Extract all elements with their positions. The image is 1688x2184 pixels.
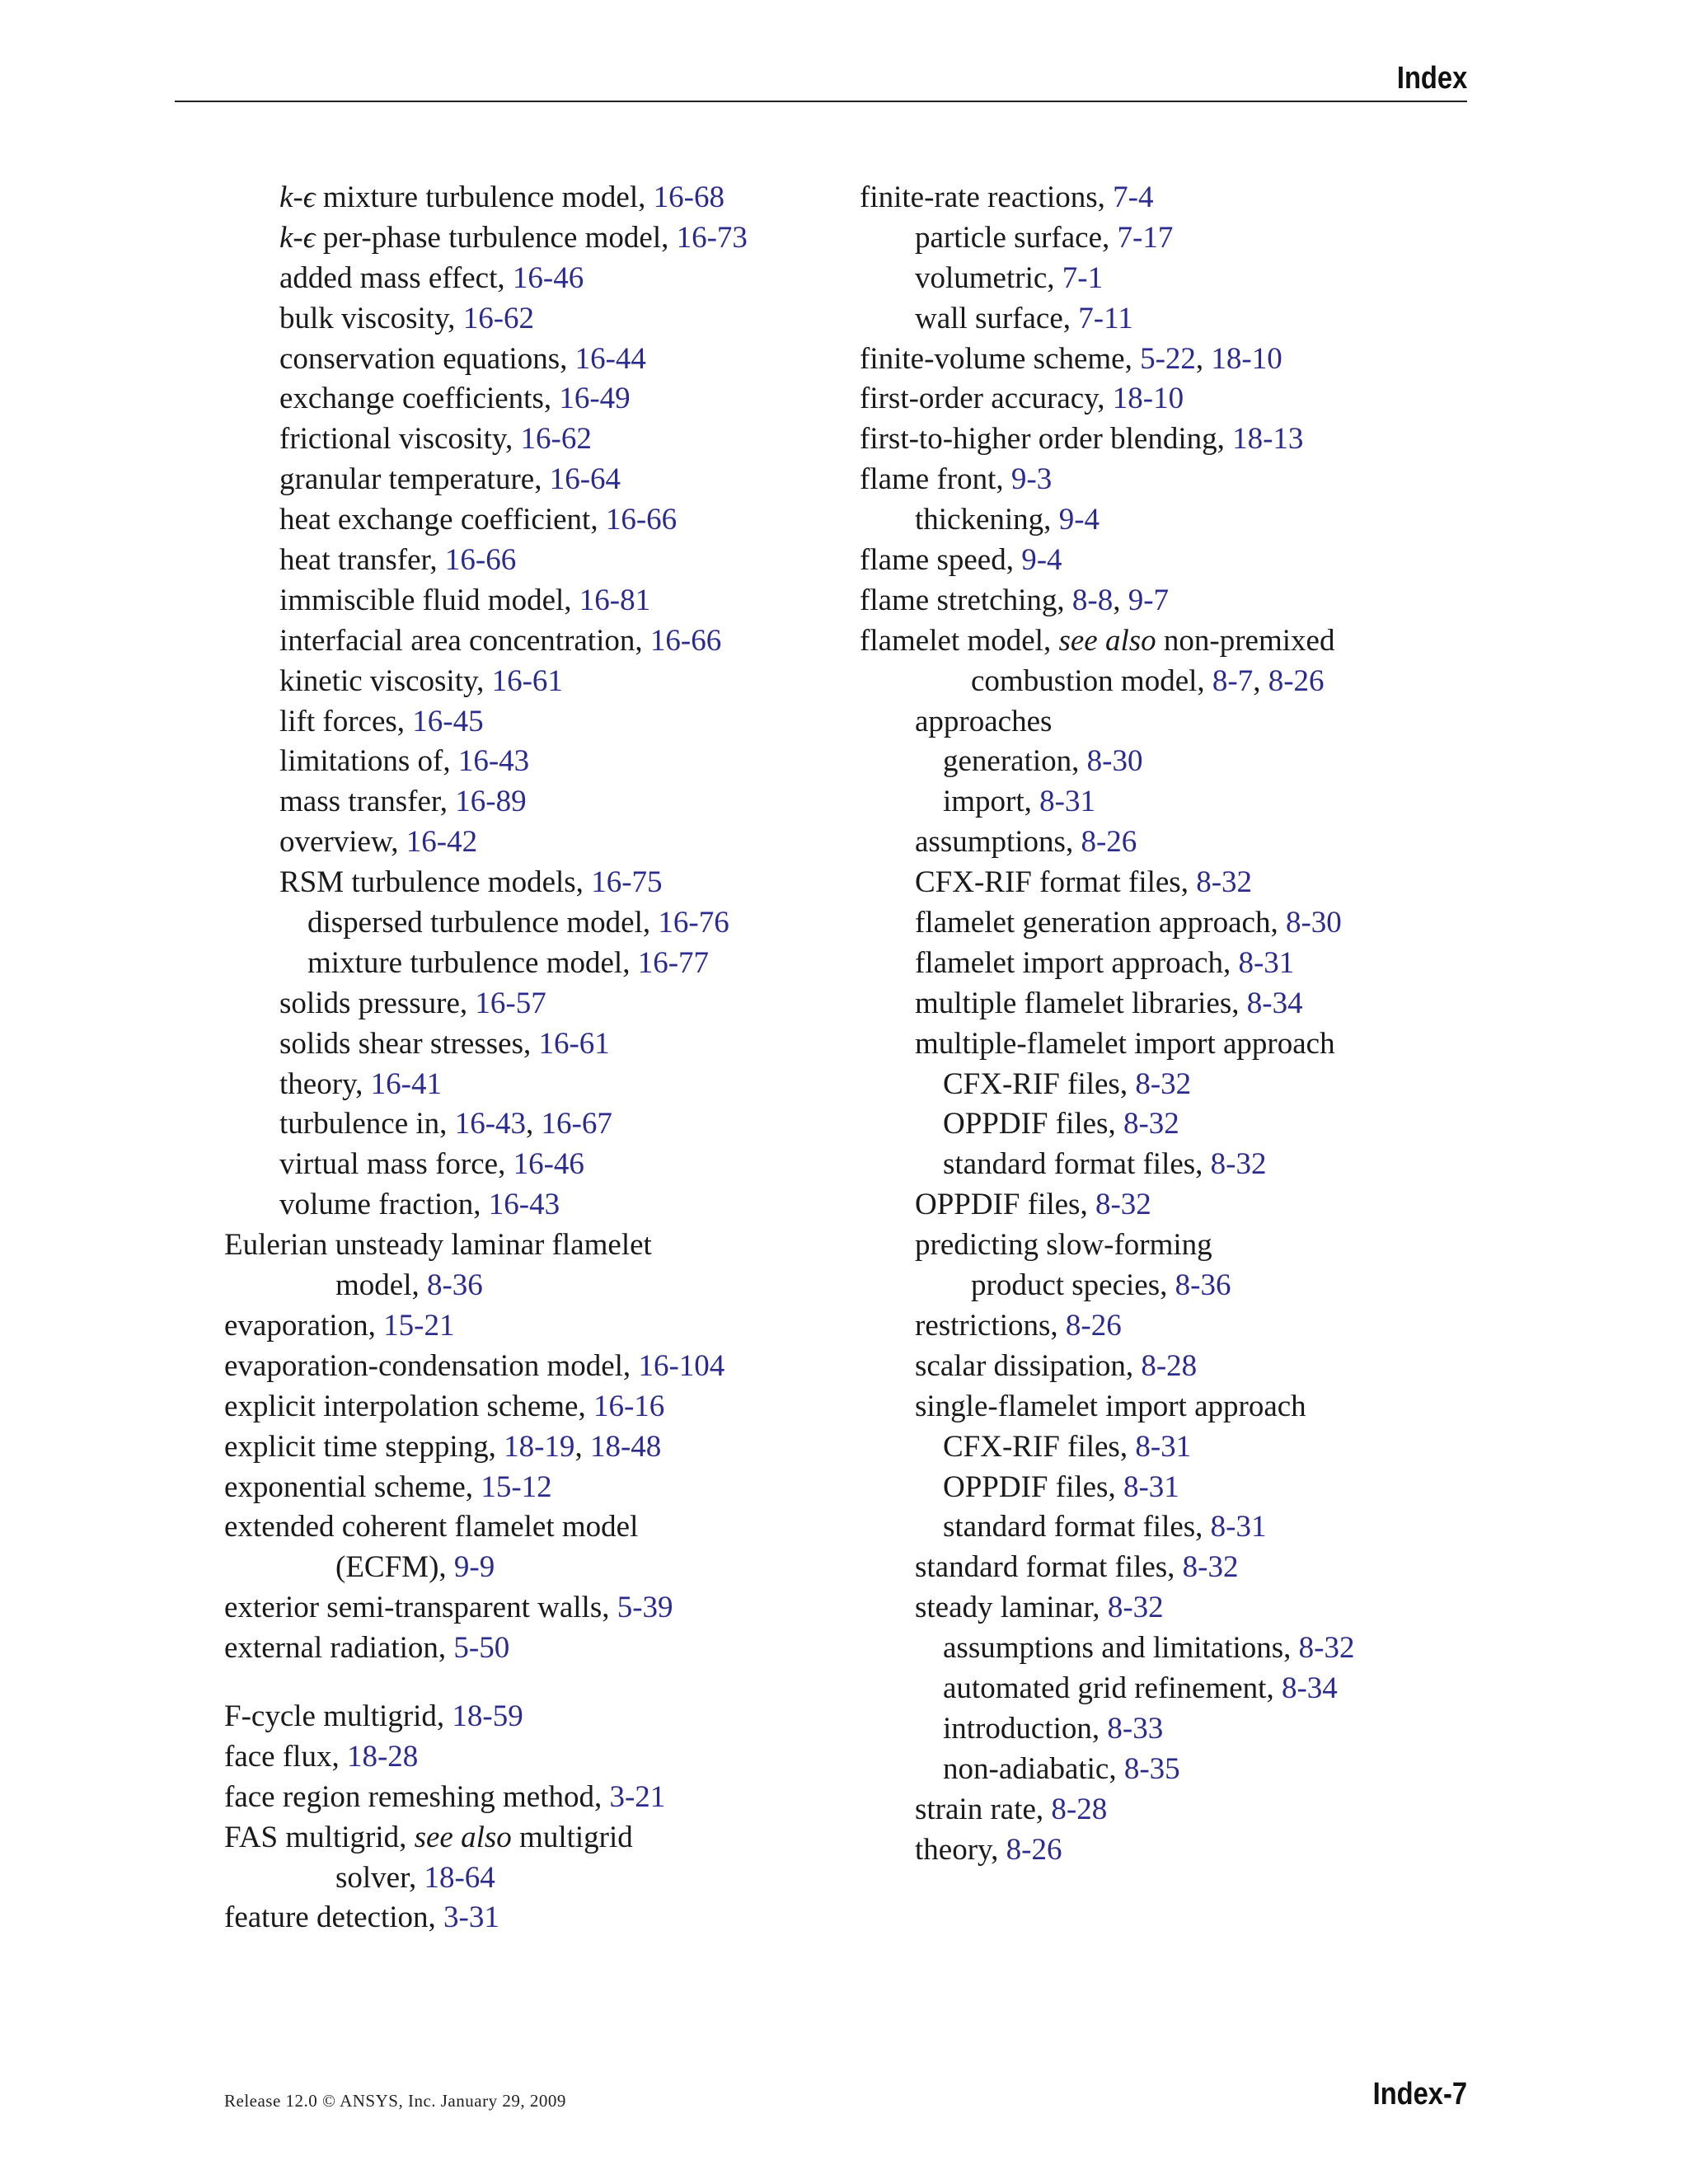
index-entry [860,340,1355,380]
page-reference-link[interactable]: 15-12 [481,1469,552,1504]
entry-text: combustion model, [971,663,1212,698]
index-entry [224,1266,748,1306]
page-reference-link[interactable]: 16-66 [649,623,722,658]
page-reference-link[interactable]: 8-26 [1081,825,1137,860]
entry-text: wall surface, [915,301,1079,335]
math-term: k-ϵ [279,180,316,214]
entry-text: conservation equations, [279,341,575,376]
entry-text: exterior semi-transparent walls, [224,1591,617,1625]
index-entry [224,419,748,460]
entry-text: solids shear stresses, [279,1026,539,1061]
entry-text: flamelet model, [860,623,1059,658]
entry-text: standard format files, [943,1147,1211,1182]
page-reference-link[interactable]: 8-30 [1086,744,1143,779]
entry-text: RSM turbulence models, [279,865,592,900]
page-reference-link[interactable]: 8-28 [1051,1792,1108,1826]
page-reference-link[interactable]: 8-32 [1107,1591,1164,1625]
entry-text: multigrid [511,1820,633,1854]
entry-text: volumetric, [915,260,1062,295]
index-entry [224,1898,748,1938]
entry-text: non-premixed [1156,623,1335,658]
entry-text: explicit time stepping, [224,1429,504,1464]
header-rule [175,101,1467,102]
entry-text: mixture turbulence model, [307,945,638,980]
entry-text: , [1253,663,1268,698]
index-column-right [860,178,1355,1870]
page-reference-link[interactable]: 8-36 [426,1268,483,1303]
entry-text: theory, [279,1066,371,1101]
index-entry [860,1548,1355,1588]
index-entry [224,621,748,662]
footer-release-note: Release 12.0 © ANSYS, Inc. January 29, 2009 [224,2091,566,2111]
entry-text: flame front, [860,462,1011,497]
entry-text: flame stretching, [860,583,1072,617]
index-entry [224,1697,748,1737]
page-reference-link[interactable]: 16-73 [676,220,748,255]
entry-text: OPPDIF files, [915,1188,1095,1222]
page-reference-link[interactable]: 18-10 [1112,382,1184,416]
index-entry [224,662,748,702]
page-header-title: Index [1396,61,1467,96]
entry-text: bulk viscosity, [279,301,463,335]
index-column-left [224,178,748,1938]
index-entry [224,259,748,299]
entry-text: multiple-flamelet import approach [915,1026,1335,1061]
page-reference-link[interactable]: 8-32 [1210,1147,1267,1182]
page-reference-link[interactable]: 15-21 [383,1308,455,1343]
index-entry [224,1306,748,1347]
entry-text: (ECFM), [335,1550,454,1585]
index-entry [224,1548,748,1588]
index-entry [860,1024,1355,1065]
entry-text: OPPDIF files, [943,1469,1123,1504]
entry-text: , [526,1107,542,1141]
entry-text: single-flamelet import approach [915,1389,1306,1423]
entry-text: flamelet import approach, [915,945,1239,980]
index-entry [224,581,748,621]
entry-text: assumptions and limitations, [943,1631,1299,1666]
index-entry [860,1145,1355,1185]
entry-text: heat exchange coefficient, [279,503,606,537]
index-entry [860,178,1355,218]
entry-text: evaporation, [224,1308,384,1343]
entry-text: interfacial area concentration, [279,623,650,658]
index-entry [224,1145,748,1185]
page-reference-link[interactable]: 16-49 [559,382,631,416]
entry-text: thickening, [915,503,1059,537]
page-reference-link[interactable]: 18-13 [1232,422,1304,457]
index-entry [860,1507,1355,1548]
index-entry [224,782,748,823]
page-reference-link[interactable]: 16-68 [653,180,724,214]
page-reference-link[interactable]: 18-19 [504,1429,575,1464]
see-also-text: see also [1058,623,1156,658]
page-reference-link[interactable]: 16-62 [462,301,535,335]
index-entry [860,1226,1355,1266]
index-entry [224,863,748,903]
page-reference-link[interactable]: 16-75 [591,865,663,900]
index-entry [860,581,1355,621]
entry-text: CFX-RIF files, [943,1429,1136,1464]
page-reference-link[interactable]: 16-64 [549,462,621,497]
math-term: k-ϵ [279,220,316,255]
index-entry [860,379,1355,419]
entry-text: steady laminar, [915,1591,1108,1625]
index-entry [224,984,748,1024]
entry-text: approaches [915,704,1053,738]
index-entry [860,662,1355,702]
page-reference-link[interactable]: 8-35 [1123,1751,1180,1786]
index-entry [860,1750,1355,1790]
entry-text: mixture turbulence model, [315,180,654,214]
page-reference-link[interactable]: 8-32 [1196,865,1253,900]
entry-text: assumptions, [915,825,1081,860]
page-reference-link[interactable]: 16-45 [412,704,484,738]
index-entry [224,1427,748,1468]
entry-text: FAS multigrid, [224,1820,415,1854]
index-entry [860,299,1355,340]
index-entry [224,1629,748,1669]
entry-text: feature detection, [224,1900,444,1935]
page-reference-link[interactable]: 8-26 [1065,1308,1122,1343]
page-reference-link[interactable]: 16-66 [605,503,678,537]
page-reference-link[interactable]: 16-104 [638,1348,725,1383]
page-reference-link[interactable]: 9-4 [1058,503,1100,537]
entry-text: virtual mass force, [279,1147,513,1182]
entry-text: multiple flamelet libraries, [915,986,1247,1020]
page-reference-link[interactable]: 8-32 [1135,1066,1192,1101]
index-entry [860,702,1355,743]
page-reference-link[interactable]: 8-34 [1281,1671,1338,1705]
page-reference-link[interactable]: 16-66 [444,543,517,578]
index-entry [224,1104,748,1145]
index-entry [860,1185,1355,1226]
page-reference-link[interactable]: 18-48 [589,1429,662,1464]
index-entry [860,1468,1355,1508]
index-entry [224,460,748,500]
page-reference-link[interactable]: 18-10 [1211,341,1282,376]
page-reference-link[interactable]: 16-44 [574,341,646,376]
index-entry [224,1858,748,1899]
entry-text: import, [943,785,1040,819]
page-reference-link[interactable]: 16-43 [454,1107,527,1141]
index-entry [224,1737,748,1778]
entry-text: , [1113,583,1128,617]
index-entry [224,1588,748,1629]
entry-text: flamelet generation approach, [915,906,1286,940]
page-reference-link[interactable]: 8-28 [1141,1348,1198,1383]
index-entry [860,782,1355,823]
index-entry [224,1226,748,1266]
page-reference-link[interactable]: 5-50 [453,1631,510,1666]
entry-text: added mass effect, [279,260,513,295]
entry-text: turbulence in, [279,1107,455,1141]
index-entry [224,1818,748,1858]
index-entry [224,742,748,782]
entry-text: per-phase turbulence model, [315,220,677,255]
entry-text: automated grid refinement, [943,1671,1282,1705]
entry-text: solids pressure, [279,986,476,1020]
entry-text: strain rate, [915,1792,1052,1826]
entry-text: granular temperature, [279,462,550,497]
index-entry [860,944,1355,984]
index-entry [224,299,748,340]
index-entry [860,1306,1355,1347]
entry-text: external radiation, [224,1631,454,1666]
index-entry [860,1790,1355,1830]
entry-text: first-to-higher order blending, [860,422,1233,457]
page-reference-link[interactable]: 8-8 [1071,583,1114,617]
entry-text: frictional viscosity, [279,422,521,457]
index-entry [224,1347,748,1387]
index-entry [860,1669,1355,1709]
page-reference-link[interactable]: 8-36 [1175,1268,1231,1303]
index-entry [224,1185,748,1226]
page-reference-link[interactable]: 16-46 [513,1147,584,1182]
footer-page-number: Index-7 [1372,2077,1467,2111]
section-gap [224,1669,748,1697]
index-entry [860,863,1355,903]
index-entry [860,1387,1355,1427]
index-entry [860,419,1355,460]
index-entry [860,1709,1355,1750]
page-reference-link[interactable]: 16-61 [538,1026,610,1061]
index-entry [860,984,1355,1024]
page-reference-link[interactable]: 18-28 [346,1739,419,1774]
entry-text: lift forces, [279,704,413,738]
index-entry [860,903,1355,944]
index-entry [860,823,1355,863]
entry-text: product species, [971,1268,1175,1303]
entry-text: limitations of, [279,744,458,779]
page-reference-link[interactable]: 16-46 [512,260,584,295]
page-reference-link[interactable]: 8-26 [1006,1832,1062,1867]
entry-text: solver, [335,1860,424,1895]
page-reference-link[interactable]: 5-39 [617,1591,673,1625]
entry-text: introduction, [943,1711,1108,1746]
index-entry [860,1104,1355,1145]
page-reference-link[interactable]: 16-67 [541,1107,612,1141]
page-reference-link[interactable]: 8-26 [1268,663,1325,698]
page-reference-link[interactable]: 16-41 [370,1066,442,1101]
page-reference-link[interactable]: 8-32 [1298,1631,1355,1666]
entry-text: exponential scheme, [224,1469,481,1504]
index-entry [860,500,1355,541]
index-entry [860,1427,1355,1468]
page-reference-link[interactable]: 8-7 [1212,663,1254,698]
page-reference-link[interactable]: 7-17 [1117,220,1174,255]
page-reference-link[interactable]: 7-4 [1113,180,1154,214]
index-entry [224,379,748,419]
page-reference-link[interactable]: 3-21 [609,1779,666,1814]
index-entry [224,1065,748,1105]
index-entry [224,340,748,380]
index-entry [224,178,748,218]
entry-text: mass transfer, [279,785,456,819]
entry-text: kinetic viscosity, [279,663,492,698]
page-reference-link[interactable]: 16-77 [637,945,710,980]
page-reference-link[interactable]: 8-33 [1107,1711,1164,1746]
page-reference-link[interactable]: 16-89 [455,785,527,819]
entry-text: volume fraction, [279,1188,489,1222]
page-reference-link[interactable]: 9-9 [453,1550,495,1585]
entry-text: explicit interpolation scheme, [224,1389,593,1423]
page-reference-link[interactable]: 8-34 [1246,986,1303,1020]
entry-text: restrictions, [915,1308,1066,1343]
entry-text: flame speed, [860,543,1022,578]
entry-text: OPPDIF files, [943,1107,1123,1141]
entry-text: predicting slow-forming [915,1228,1212,1263]
page-reference-link[interactable]: 16-16 [593,1389,665,1423]
see-also-text: see also [414,1820,512,1854]
index-entry [224,500,748,541]
index-entry [860,1347,1355,1387]
entry-text: standard format files, [943,1510,1211,1544]
entry-text: particle surface, [915,220,1118,255]
page-reference-link[interactable]: 8-31 [1135,1429,1192,1464]
page-reference-link[interactable]: 16-57 [475,986,546,1020]
index-entry [224,1387,748,1427]
entry-text: overview, [279,825,406,860]
index-entry [860,1830,1355,1871]
index-entry [860,621,1355,662]
index-entry [860,460,1355,500]
entry-text: model, [335,1268,427,1303]
page-reference-link[interactable]: 8-32 [1123,1107,1179,1141]
page-reference-link[interactable]: 8-31 [1210,1510,1267,1544]
entry-text: F-cycle multigrid, [224,1699,452,1733]
index-entry [224,218,748,259]
page-reference-link[interactable]: 16-61 [491,663,563,698]
entry-text: theory, [915,1832,1006,1867]
index-entry [224,541,748,581]
page-reference-link[interactable]: 8-31 [1123,1469,1179,1504]
page-reference-link[interactable]: 16-76 [658,906,729,940]
page-reference-link[interactable]: 18-64 [424,1860,495,1895]
entry-text: face region remeshing method, [224,1779,610,1814]
index-entry [860,1588,1355,1629]
entry-text: standard format files, [915,1550,1183,1585]
page-reference-link[interactable]: 8-31 [1039,785,1095,819]
page-reference-link[interactable]: 16-42 [406,825,478,860]
entry-text: generation, [943,744,1087,779]
index-entry [224,823,748,863]
page-reference-link[interactable]: 9-4 [1021,543,1062,578]
index-entry [224,1468,748,1508]
entry-text: exchange coefficients, [279,382,560,416]
index-entry [860,218,1355,259]
entry-text: finite-rate reactions, [860,180,1114,214]
entry-text: CFX-RIF format files, [915,865,1197,900]
page-reference-link[interactable]: 9-3 [1010,462,1053,497]
entry-text: finite-volume scheme, [860,341,1141,376]
index-entry [224,1507,748,1548]
entry-text: , [574,1429,590,1464]
index-entry [224,1024,748,1065]
entry-text: first-order accuracy, [860,382,1113,416]
index-entry [224,903,748,944]
entry-text: scalar dissipation, [915,1348,1142,1383]
page-reference-link[interactable]: 7-11 [1078,301,1133,335]
entry-text: heat transfer, [279,543,445,578]
index-entry [224,944,748,984]
index-entry [860,1629,1355,1669]
index-entry [224,1778,748,1818]
page-reference-link[interactable]: 16-62 [520,422,592,457]
index-entry [860,1266,1355,1306]
index-entry [860,1065,1355,1105]
page-reference-link[interactable]: 16-81 [579,583,651,617]
page-reference-link[interactable]: 8-30 [1285,906,1342,940]
page-reference-link[interactable]: 16-43 [488,1188,560,1222]
index-entry [860,541,1355,581]
index-entry [224,702,748,743]
page-reference-link[interactable]: 8-32 [1182,1550,1239,1585]
page-reference-link[interactable]: 5-22 [1140,341,1196,376]
index-entry [860,259,1355,299]
page-reference-link[interactable]: 7-1 [1062,260,1104,295]
page-reference-link[interactable]: 16-43 [457,744,530,779]
page-reference-link[interactable]: 9-7 [1128,583,1170,617]
page-reference-link[interactable]: 18-59 [452,1699,523,1733]
entry-text: non-adiabatic, [943,1751,1124,1786]
entry-text: , [1195,341,1212,376]
index-entry [860,742,1355,782]
page-reference-link[interactable]: 3-31 [443,1900,499,1935]
entry-text: CFX-RIF files, [943,1066,1136,1101]
entry-text: dispersed turbulence model, [307,906,659,940]
page-reference-link[interactable]: 8-32 [1095,1188,1151,1222]
entry-text: immiscible fluid model, [279,583,579,617]
entry-text: Eulerian unsteady laminar flamelet [224,1228,652,1263]
entry-text: face flux, [224,1739,347,1774]
entry-text: evaporation-condensation model, [224,1348,639,1383]
page-reference-link[interactable]: 8-31 [1238,945,1295,980]
entry-text: extended coherent flamelet model [224,1510,639,1544]
